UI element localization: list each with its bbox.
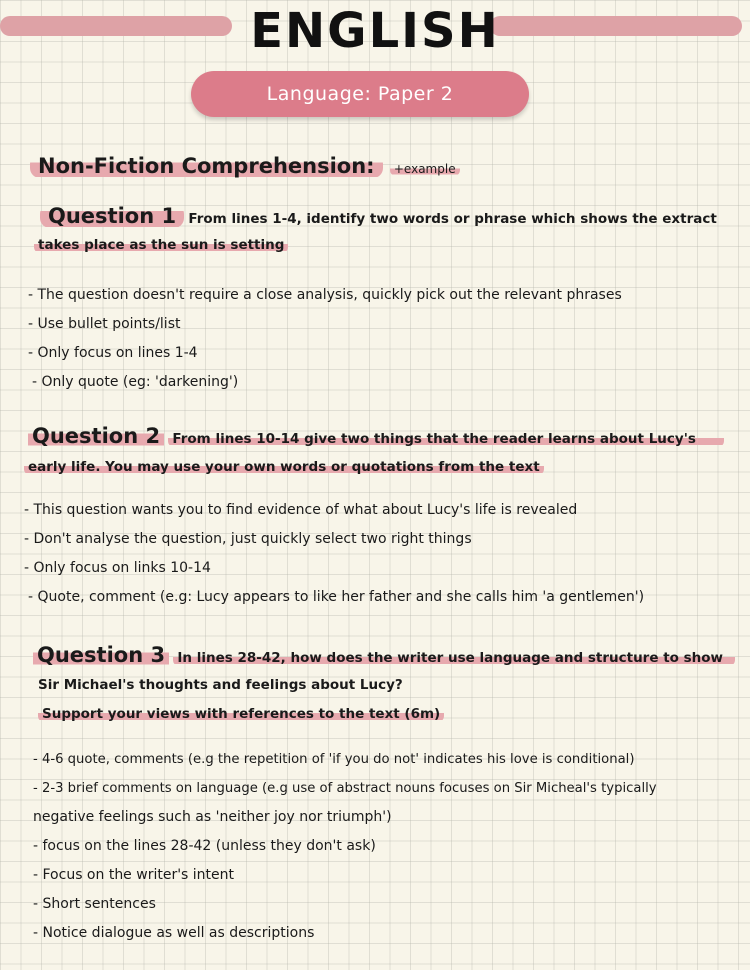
question-2-row	[28, 421, 724, 454]
question-2-prompt-line2: early life. You may use your own words or quotations from the text	[24, 459, 544, 475]
question-1-bullet: - Only quote (eg: 'darkening')	[32, 374, 239, 390]
question-3-bullet: - Short sentences	[33, 896, 156, 912]
question-3-prompt-line1: In lines 28-42, how does the writer use language and structure to show	[173, 650, 735, 666]
question-3-bullet: negative feelings such as 'neither joy nor triumph')	[33, 809, 392, 825]
question-1-prompt-line2-row	[34, 230, 288, 260]
question-1-bullet: - The question doesn't require a close analysis, quickly pick out the relevant phrases	[28, 287, 622, 303]
page-title: ENGLISH	[250, 3, 500, 59]
question-2-prompt-line1: From lines 10-14 give two things that the reader learns about Lucy's	[168, 431, 723, 447]
question-3-prompt-line2: Sir Michael's thoughts and feelings about Lucy?	[38, 677, 403, 693]
question-1-bullet: - Only focus on lines 1-4	[28, 345, 198, 361]
question-1-prompt-line1: From lines 1-4, identify two words or phrase which shows the extract	[188, 211, 717, 227]
question-1-bullet: - Use bullet points/list	[28, 316, 181, 332]
question-1-prompt-line2: takes place as the sun is setting	[34, 237, 288, 253]
question-3-bullet: - Notice dialogue as well as descriptions	[33, 925, 315, 941]
section-note: +example	[390, 162, 460, 176]
question-3-prompt-line3: Support your views with references to the text (6m)	[38, 706, 444, 722]
question-2-bullet: - Quote, comment (e.g: Lucy appears to like her father and she calls him 'a gentlemen')	[28, 589, 645, 605]
subtitle-pill: Language: Paper 2	[191, 71, 529, 117]
question-2-bullet: - This question wants you to find evidence of what about Lucy's life is revealed	[24, 502, 578, 518]
question-2-bullet: - Only focus on links 10-14	[24, 560, 211, 576]
question-2-label: Question 2	[28, 424, 164, 448]
question-2-bullet: - Don't analyse the question, just quickly select two right things	[24, 531, 472, 547]
section-heading-row	[30, 151, 460, 184]
question-3-bullet: - Focus on the writer's intent	[33, 867, 235, 883]
question-3-prompt-line2-row	[38, 670, 403, 700]
question-3-label: Question 3	[33, 643, 169, 667]
section-heading: Non-Fiction Comprehension:	[30, 154, 383, 178]
question-2-prompt-line2-row	[24, 452, 544, 482]
question-1-label: Question 1	[40, 204, 184, 228]
question-3-row	[33, 640, 735, 673]
question-3-bullet: - focus on the lines 28-42 (unless they don't ask)	[33, 838, 376, 854]
question-3-bullet: - 4-6 quote, comments (e.g the repetition of 'if you do not' indicates his love is conditional)	[33, 752, 635, 767]
question-3-bullet: - 2-3 brief comments on language (e.g use of abstract nouns focuses on Sir Micheal's typically	[33, 781, 657, 796]
question-3-prompt-line3-row	[38, 699, 444, 729]
